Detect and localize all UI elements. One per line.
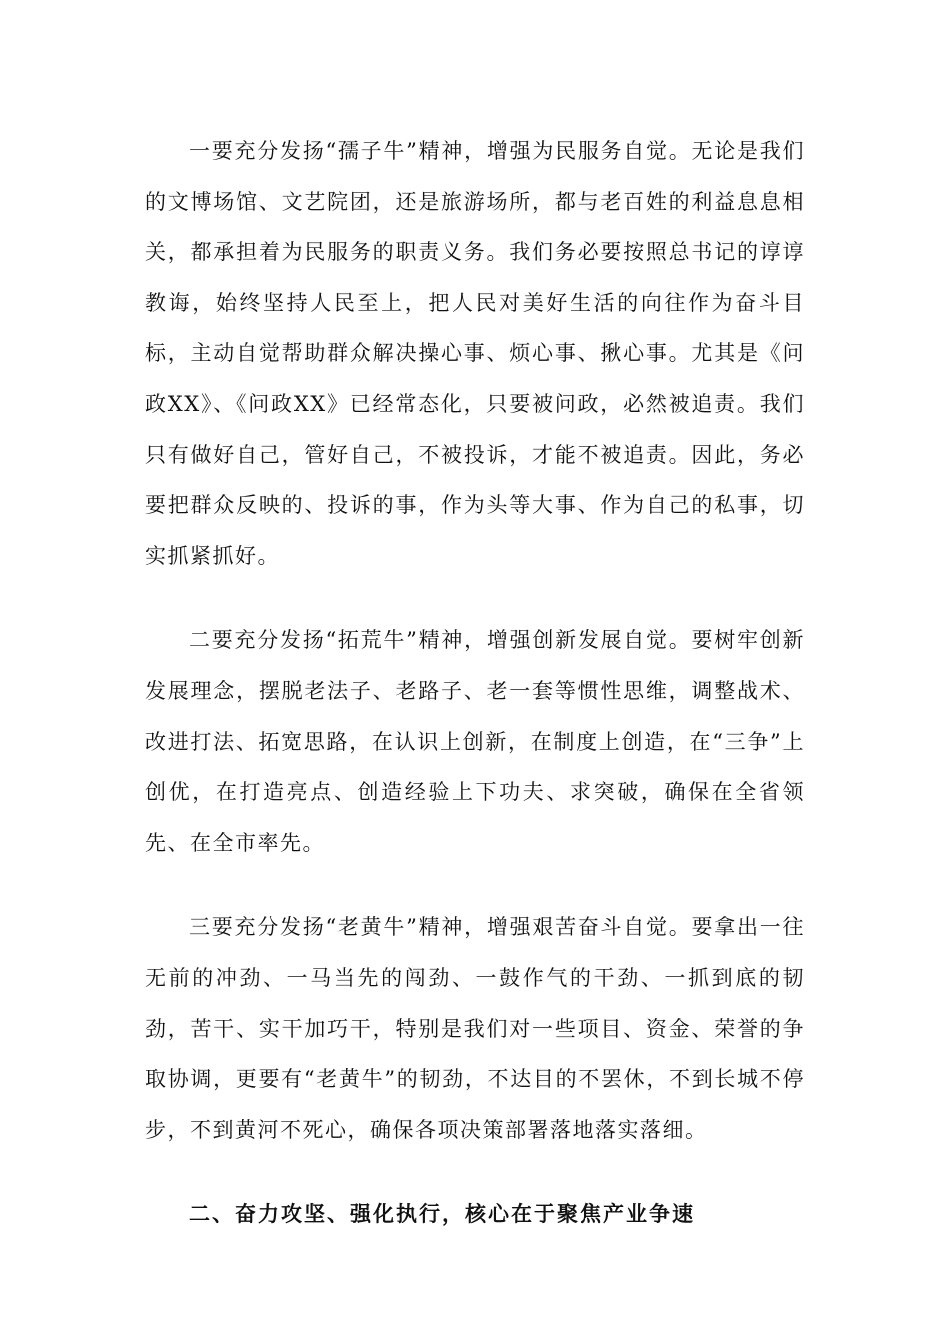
section-heading: 二、奋力攻坚、强化执行，核心在于聚焦产业争速 [189,1201,695,1227]
paragraph-2: 二要充分发扬“拓荒牛”精神，增强创新发展自觉。要树牢创新发展理念，摆脱老法子、老路子、老一套等惯性思维，调整战术、改进打法、拓宽思路，在认识上创新，在制度上创造，在“三争”上创优，在打造亮点、创造经验上下功夫、求突破，确保在全省领先、在全市率先。 [145,628,805,855]
document-body [145,126,805,1240]
paragraph-1: 一要充分发扬“孺子牛”精神，增强为民服务自觉。无论是我们的文博场馆、文艺院团，还是旅游场所，都与老百姓的利益息息相关，都承担着为民服务的职责义务。我们务必要按照总书记的谆谆教诲，始终坚持人民至上，把人民对美好生活的向往作为奋斗目标，主动自觉帮助群众解决操心事、烦心事、揪心事。尤其是《问政XX》、《问政XX》已经常态化，只要被问政，必然被追责。我们只有做好自己，管好自己，不被投诉，才能不被追责。因此，务必要把群众反映的、投诉的事，作为头等大事、作为自己的私事，切实抓紧抓好。 [145,139,805,568]
paragraph-3: 三要充分发扬“老黄牛”精神，增强艰苦奋斗自觉。要拿出一往无前的冲劲、一马当先的闯劲、一鼓作气的干劲、一抓到底的韧劲，苦干、实干加巧干，特别是我们对一些项目、资金、荣誉的争取协调，更要有“老黄牛”的韧劲，不达目的不罢休，不到长城不停步，不到黄河不死心，确保各项决策部署落地落实落细。 [145,915,805,1142]
